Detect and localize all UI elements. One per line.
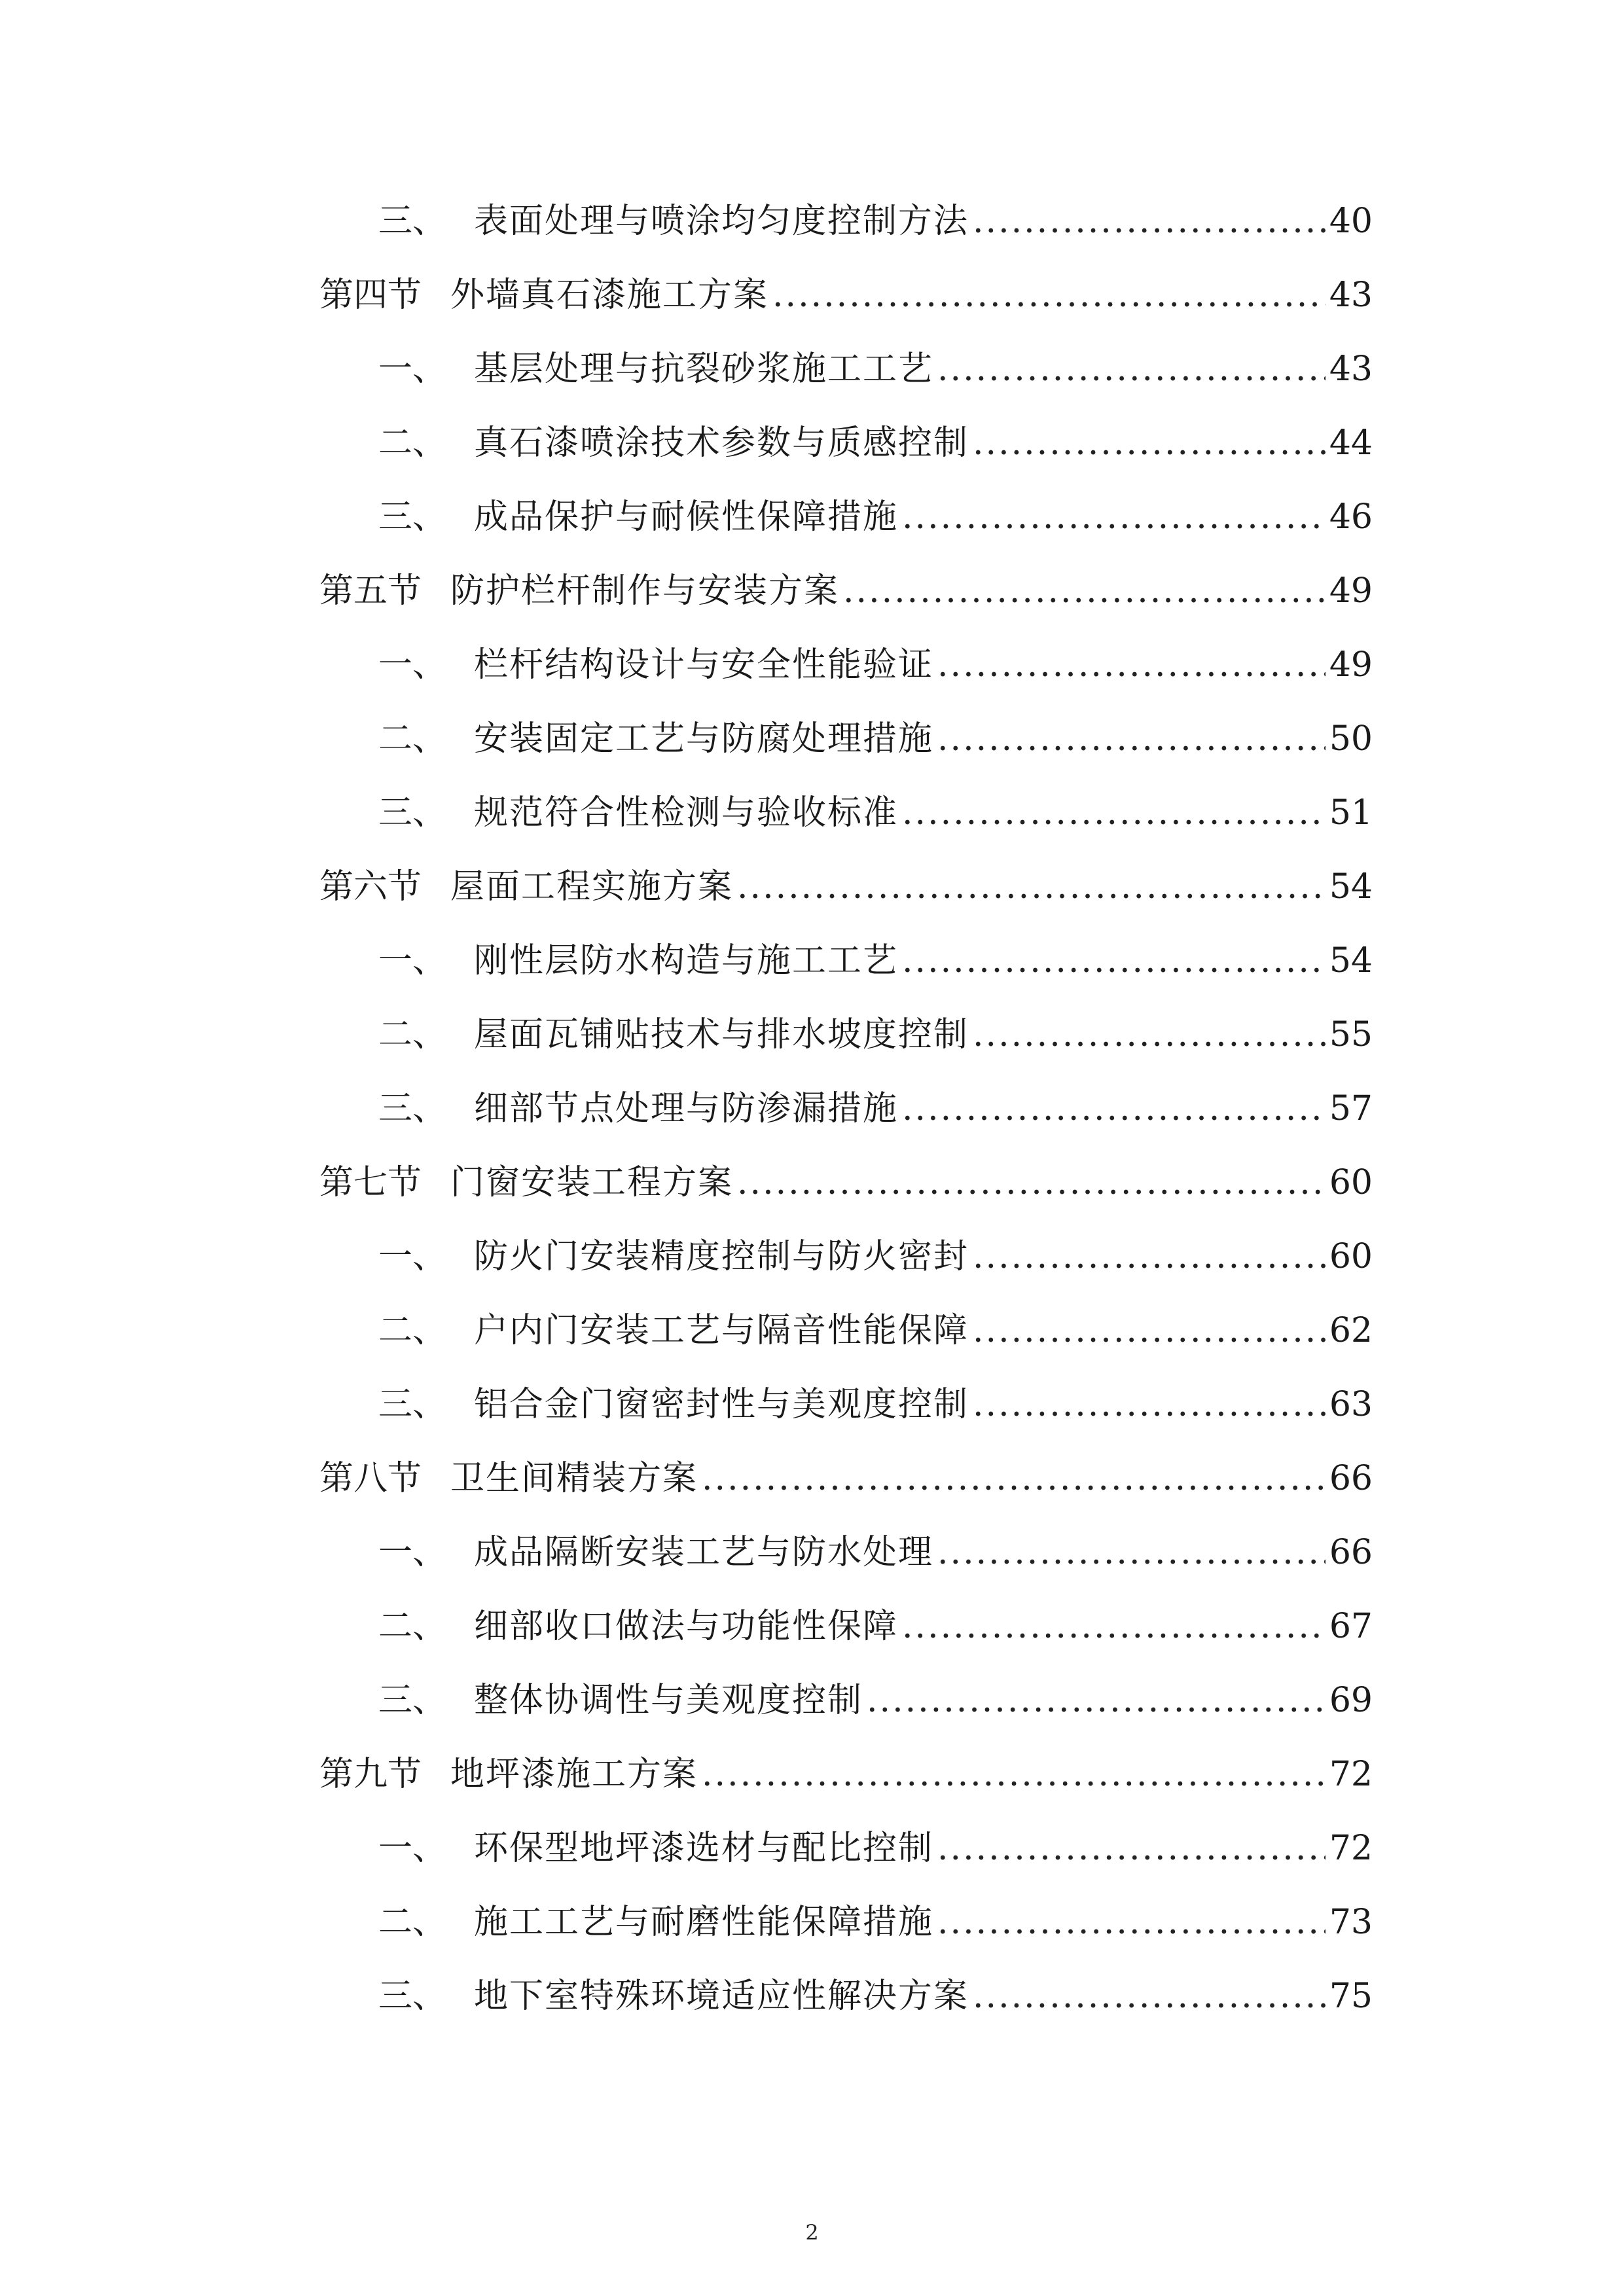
toc-subsection-entry[interactable] [0, 1294, 1624, 1368]
toc-section-entry[interactable] [0, 259, 1624, 332]
toc-entry-page-number: 44 [1329, 423, 1373, 463]
toc-subsection-entry[interactable] [0, 1812, 1624, 1886]
toc-entry-marker: 三、 [378, 497, 447, 537]
toc-entry-title: 门窗安装工程方案 [450, 1163, 734, 1202]
page-number: 2 [805, 2220, 819, 2245]
toc-dot-leader [867, 1664, 1326, 1738]
toc-entry-title: 规范符合性检测与验收标准 [474, 793, 899, 833]
toc-entry-marker: 三、 [378, 202, 447, 241]
toc-entry-line [378, 1072, 1373, 1146]
toc-entry-page-number: 51 [1329, 793, 1373, 833]
toc-entry-page-number: 54 [1329, 867, 1373, 906]
toc-subsection-entry[interactable] [0, 480, 1624, 554]
toc-subsection-entry[interactable] [0, 1886, 1624, 1960]
toc-entry-line [378, 1960, 1373, 2034]
toc-entry-line [378, 1220, 1373, 1294]
toc-entry-marker: 三、 [378, 1385, 447, 1424]
toc-entry-page-number: 69 [1329, 1681, 1373, 1720]
toc-entry-page-number: 57 [1329, 1089, 1373, 1128]
toc-entry-marker: 一、 [378, 350, 447, 389]
toc-entry-line [378, 480, 1373, 554]
toc-section-entry[interactable] [0, 1146, 1624, 1220]
toc-entry-marker: 三、 [378, 1977, 447, 2016]
toc-entry-line [378, 185, 1373, 259]
toc-entry-page-number: 49 [1329, 571, 1373, 611]
toc-entry-marker: 二、 [378, 719, 447, 759]
toc-entry-title: 防护栏杆制作与安装方案 [450, 571, 840, 611]
toc-entry-page-number: 67 [1329, 1607, 1373, 1646]
toc-entry-page-number: 66 [1329, 1533, 1373, 1572]
toc-entry-marker: 二、 [378, 1015, 447, 1054]
toc-dot-leader [843, 554, 1326, 628]
toc-dot-leader [937, 702, 1326, 776]
toc-dot-leader [772, 259, 1326, 332]
toc-entry-line [319, 554, 1373, 628]
toc-dot-leader [937, 1812, 1326, 1886]
toc-entry-marker: 第六节 [319, 867, 422, 906]
toc-subsection-entry[interactable] [0, 924, 1624, 998]
toc-entry-page-number: 43 [1329, 276, 1373, 315]
toc-entry-line [378, 1590, 1373, 1664]
toc-subsection-entry[interactable] [0, 185, 1624, 259]
toc-subsection-entry[interactable] [0, 628, 1624, 702]
toc-entry-line [319, 1146, 1373, 1220]
toc-entry-line [378, 628, 1373, 702]
toc-entry-line [378, 1886, 1373, 1960]
toc-entry-title: 细部节点处理与防渗漏措施 [474, 1089, 899, 1128]
toc-dot-leader [902, 924, 1326, 998]
toc-entry-marker: 第七节 [319, 1163, 422, 1202]
toc-entry-marker: 三、 [378, 1681, 447, 1720]
toc-entry-title: 外墙真石漆施工方案 [450, 276, 769, 315]
toc-subsection-entry[interactable] [0, 776, 1624, 850]
toc-entry-title: 整体协调性与美观度控制 [474, 1681, 863, 1720]
toc-entry-title: 地下室特殊环境适应性解决方案 [474, 1977, 969, 2016]
table-of-contents [0, 185, 1624, 2034]
toc-dot-leader [937, 332, 1326, 406]
toc-entry-line [378, 776, 1373, 850]
toc-entry-page-number: 66 [1329, 1459, 1373, 1498]
toc-section-entry[interactable] [0, 554, 1624, 628]
toc-dot-leader [902, 776, 1326, 850]
toc-entry-marker: 三、 [378, 793, 447, 833]
toc-entry-page-number: 43 [1329, 350, 1373, 389]
toc-dot-leader [702, 1738, 1326, 1812]
toc-subsection-entry[interactable] [0, 332, 1624, 406]
toc-entry-line [378, 1368, 1373, 1442]
toc-entry-title: 屋面瓦铺贴技术与排水坡度控制 [474, 1015, 969, 1054]
toc-entry-title: 基层处理与抗裂砂浆施工工艺 [474, 350, 934, 389]
toc-dot-leader [973, 1960, 1326, 2034]
toc-entry-page-number: 50 [1329, 719, 1373, 759]
toc-entry-title: 成品隔断安装工艺与防水处理 [474, 1533, 934, 1572]
toc-entry-marker: 二、 [378, 1903, 447, 1942]
toc-subsection-entry[interactable] [0, 998, 1624, 1072]
toc-entry-line [319, 1442, 1373, 1516]
toc-entry-line [378, 1294, 1373, 1368]
toc-entry-marker: 第五节 [319, 571, 422, 611]
toc-entry-page-number: 75 [1329, 1977, 1373, 2016]
toc-entry-title: 真石漆喷涂技术参数与质感控制 [474, 423, 969, 463]
toc-entry-page-number: 73 [1329, 1903, 1373, 1942]
toc-section-entry[interactable] [0, 850, 1624, 924]
toc-entry-page-number: 46 [1329, 497, 1373, 537]
toc-entry-title: 栏杆结构设计与安全性能验证 [474, 645, 934, 685]
toc-entry-line [378, 1516, 1373, 1590]
toc-entry-marker: 二、 [378, 1311, 447, 1350]
toc-entry-marker: 一、 [378, 941, 447, 980]
toc-subsection-entry[interactable] [0, 1516, 1624, 1590]
toc-entry-marker: 二、 [378, 1607, 447, 1646]
toc-dot-leader [973, 406, 1326, 480]
toc-subsection-entry[interactable] [0, 406, 1624, 480]
toc-entry-page-number: 62 [1329, 1311, 1373, 1350]
toc-dot-leader [737, 850, 1326, 924]
toc-entry-title: 表面处理与喷涂均匀度控制方法 [474, 202, 969, 241]
toc-entry-marker: 一、 [378, 1237, 447, 1276]
toc-entry-line [378, 406, 1373, 480]
toc-entry-page-number: 49 [1329, 645, 1373, 685]
toc-subsection-entry[interactable] [0, 1072, 1624, 1146]
toc-entry-page-number: 63 [1329, 1385, 1373, 1424]
toc-subsection-entry[interactable] [0, 1220, 1624, 1294]
toc-entry-marker: 第四节 [319, 276, 422, 315]
toc-entry-line [378, 924, 1373, 998]
toc-entry-title: 施工工艺与耐磨性能保障措施 [474, 1903, 934, 1942]
toc-entry-title: 环保型地坪漆选材与配比控制 [474, 1829, 934, 1868]
toc-entry-page-number: 54 [1329, 941, 1373, 980]
toc-entry-marker: 第八节 [319, 1459, 422, 1498]
toc-section-entry[interactable] [0, 1442, 1624, 1516]
toc-subsection-entry[interactable] [0, 1664, 1624, 1738]
toc-entry-marker: 二、 [378, 423, 447, 463]
toc-entry-line [378, 1664, 1373, 1738]
toc-subsection-entry[interactable] [0, 1960, 1624, 2034]
toc-entry-page-number: 60 [1329, 1237, 1373, 1276]
toc-dot-leader [737, 1146, 1326, 1220]
toc-entry-marker: 一、 [378, 1533, 447, 1572]
toc-entry-page-number: 72 [1329, 1755, 1373, 1794]
toc-dot-leader [937, 1886, 1326, 1960]
toc-entry-page-number: 55 [1329, 1015, 1373, 1054]
toc-dot-leader [973, 1368, 1326, 1442]
toc-entry-line [378, 998, 1373, 1072]
toc-dot-leader [973, 998, 1326, 1072]
toc-dot-leader [973, 1220, 1326, 1294]
toc-entry-title: 地坪漆施工方案 [450, 1755, 698, 1794]
toc-subsection-entry[interactable] [0, 702, 1624, 776]
toc-entry-page-number: 60 [1329, 1163, 1373, 1202]
toc-entry-line [319, 850, 1373, 924]
toc-entry-line [319, 1738, 1373, 1812]
toc-subsection-entry[interactable] [0, 1590, 1624, 1664]
toc-dot-leader [973, 185, 1326, 259]
toc-dot-leader [937, 1516, 1326, 1590]
toc-entry-title: 铝合金门窗密封性与美观度控制 [474, 1385, 969, 1424]
toc-entry-title: 卫生间精装方案 [450, 1459, 698, 1498]
toc-dot-leader [902, 1072, 1326, 1146]
toc-entry-line [378, 1812, 1373, 1886]
toc-entry-marker: 第九节 [319, 1755, 422, 1794]
toc-entry-marker: 一、 [378, 1829, 447, 1868]
toc-entry-title: 成品保护与耐候性保障措施 [474, 497, 899, 537]
toc-entry-title: 防火门安装精度控制与防火密封 [474, 1237, 969, 1276]
toc-entry-title: 刚性层防水构造与施工工艺 [474, 941, 899, 980]
toc-entry-marker: 一、 [378, 645, 447, 685]
toc-entry-page-number: 72 [1329, 1829, 1373, 1868]
toc-entry-marker: 三、 [378, 1089, 447, 1128]
toc-entry-line [319, 259, 1373, 332]
toc-subsection-entry[interactable] [0, 1368, 1624, 1442]
toc-dot-leader [902, 480, 1326, 554]
toc-section-entry[interactable] [0, 1738, 1624, 1812]
toc-entry-title: 安装固定工艺与防腐处理措施 [474, 719, 934, 759]
toc-entry-title: 户内门安装工艺与隔音性能保障 [474, 1311, 969, 1350]
toc-dot-leader [973, 1294, 1326, 1368]
toc-dot-leader [702, 1442, 1326, 1516]
toc-dot-leader [902, 1590, 1326, 1664]
toc-entry-line [378, 702, 1373, 776]
toc-entry-title: 细部收口做法与功能性保障 [474, 1607, 899, 1646]
toc-dot-leader [937, 628, 1326, 702]
toc-entry-title: 屋面工程实施方案 [450, 867, 734, 906]
toc-entry-line [378, 332, 1373, 406]
toc-entry-page-number: 40 [1329, 202, 1373, 241]
